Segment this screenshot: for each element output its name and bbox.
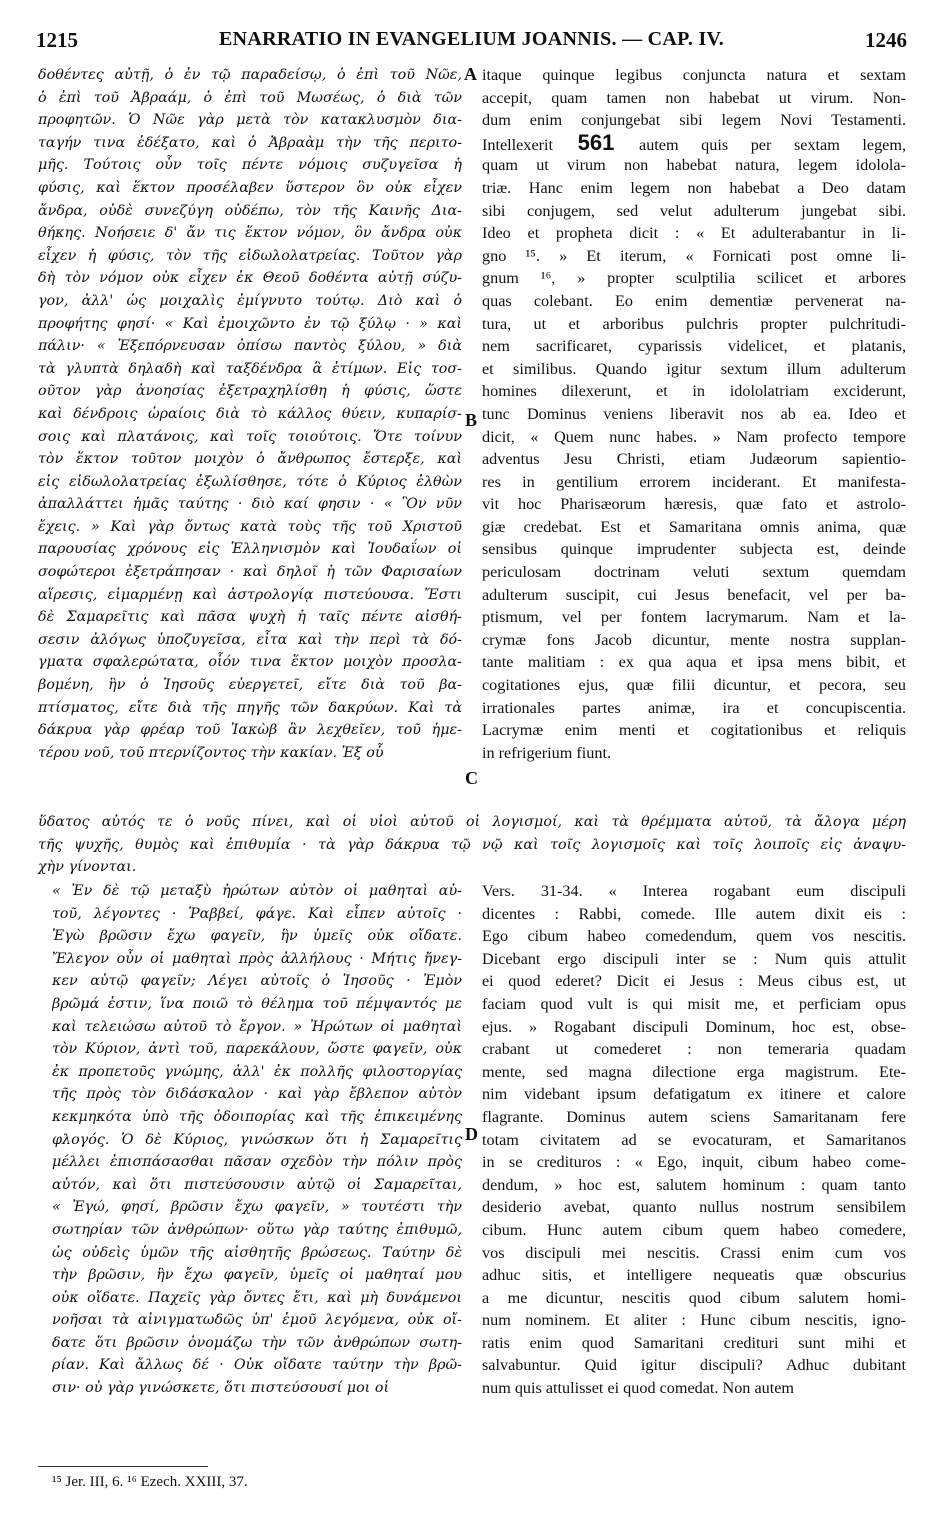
text-line: adhuc sitis, et intelligere nequeatis quæ obscurius xyxy=(482,1266,906,1285)
text-line: τὸν Κύριον, ἀντὶ τοῦ, παρεκάλουν, ὥστε φαγεῖν, οὐκ xyxy=(52,1041,462,1058)
text-line: ratis enim quod Samaritani credituri sunt mihi et xyxy=(482,1333,906,1352)
text-line: nem sacrificaret, cyparissis videlicet, et platanis, xyxy=(482,337,906,356)
text-line: κεκμηκότα ὑπὸ τῆς ὁδοιπορίας καὶ τῆς ἐπικειμένης xyxy=(52,1108,462,1125)
text-line: πάλιν· « Ἐξεπόρνευσαν ὀπίσω παντὸς ξύλου, » διὰ xyxy=(38,338,462,355)
text-line: crymæ fons Jacob dicuntur, mente nostra supplan- xyxy=(482,630,906,649)
section-marker-d: D xyxy=(465,1124,478,1144)
text-line: Ideo et propheta dicit : « Et adulterabantur in li- xyxy=(482,224,906,243)
text-line: ὡς οὐδεὶς ὑμῶν τῆς αἰσθητῆς βρώσεως. Ταύτην δὲ xyxy=(52,1244,462,1261)
text-line: ἀπαλλάττει ἡμᾶς ταύτης · διὸ καί φησιν · « Ὃν νῦν xyxy=(38,496,462,513)
greek-column-bottom xyxy=(52,880,462,1400)
text-line: num quis attulisset ei quod comedat. Non autem xyxy=(482,1379,795,1398)
text-line: tante malitiam : ex qua aqua et ipsa mens bibit, et xyxy=(482,653,906,672)
text-line: σοις καὶ πλατάνοις, καὶ τοῖς τοιούτοις. Ὅτε τοίνυν xyxy=(38,428,462,445)
text-line: τὴν βρῶσιν, ἣν ἔχω φαγεῖν, ὑμεῖς οἱ μαθηταί μου xyxy=(52,1267,462,1284)
text-line: desiderio avebat, quanto nullus nostrum sensibilem xyxy=(482,1198,906,1217)
page-number-right: 1246 xyxy=(865,28,907,52)
text-line: salvabuntur. Quid igitur discipuli? Adhuc dubitant xyxy=(482,1356,906,1375)
text-line: ἄνδρα, οὐδὲ συνεζύγη οὐδέπω, τὸν τῆς Καινῆς Δια- xyxy=(38,202,462,219)
text-line: sibi conjugem, sed velut adulterum jungebat sibi. xyxy=(482,201,906,220)
text-line: Dicebant ergo discipuli inter se : Num quis attulit xyxy=(482,949,906,968)
text-line: quas colebant. Eo enim dementiæ pervenerat na- xyxy=(482,291,906,310)
text-line xyxy=(482,132,906,155)
text-line: ὁ ἐπὶ τοῦ Ἀβραάμ, ὁ ἐπὶ τοῦ Μωσέως, ὁ διὰ τῶν xyxy=(38,89,462,106)
text-line: τέρου νοῦ, τοῦ πτερνίζοντος τὴν κακίαν. Ἐξ οὗ xyxy=(38,744,384,761)
text-line: vos discipuli mei nescitis. Crassi enim cum vos xyxy=(482,1243,906,1262)
text-line: nim videbant ipsum defatigatum ex itinere et calore xyxy=(482,1085,906,1104)
text-line: προφήτης φησί· « Καὶ ἐμοιχῶντο ἐν τῷ ξύλῳ · » καὶ xyxy=(38,315,462,332)
page-number-left: 1215 xyxy=(36,28,78,52)
text-line: vit hoc Pharisæorum hæresis, quæ fato et astrolo- xyxy=(482,495,906,514)
text-line: itaque quinque legibus conjuncta natura et sextam xyxy=(482,66,906,84)
text-line: καὶ δένδροις ὡραίοις διὰ τὸ κάλλος θύειν, κυπαρίσ- xyxy=(38,405,462,422)
text-line: φλογός. Ὁ δὲ Κύριος, γινώσκων ὅτι ἡ Σαμαρεῖτις xyxy=(52,1131,462,1148)
text-line: res in gentilium errorem inciderant. Et manifesta- xyxy=(482,472,906,491)
text-line: gno ¹⁵. » Et iterum, « Fornicati post omne li- xyxy=(482,246,906,265)
text-line: ρίαν. Καὶ ἄλλως δέ · Οὐκ οἴδατε ταύτην τὴν βρῶ- xyxy=(52,1357,462,1374)
text-line: ὕδατος αὐτός τε ὁ νοῦς πίνει, καὶ οἱ υἱοὶ αὐτοῦ οἱ λογισμοί, καὶ τὰ θρέμματα αὐτοῦ, τὰ ἄλογα μέρη xyxy=(38,814,906,830)
text-line: cibum. Hunc autem cibum quem habeo comedere, xyxy=(482,1220,906,1239)
text-line: et similibus. Quando igitur sextum illum adulterum xyxy=(482,359,906,378)
text-line: αὐτόν, καὶ ὅτι πιστεύσουσιν αὐτῷ οἱ Σαμαρεῖται, xyxy=(52,1176,462,1193)
latin-column-top xyxy=(482,64,906,764)
text-line: χὴν γίνονται. xyxy=(38,859,137,876)
text-line: οὐκ οἴδατε. Παχεῖς γὰρ ὄντες ἔτι, καὶ μὴ δυνάμενοι xyxy=(52,1289,462,1306)
text-line: Ἐγὼ βρῶσιν ἔχω φαγεῖν, ἣν ὑμεῖς οὐκ οἴδατε. xyxy=(52,928,462,945)
text-line: ejus. » Rogabant discipuli Dominum, hoc est, obse- xyxy=(482,1017,906,1036)
text-line: sensibus quinque imprudenter subjecta est, deinde xyxy=(482,540,906,559)
text-line: Ἔλεγον οὖν οἱ μαθηταὶ πρὸς ἀλλήλους · Μήτις ἤνεγ- xyxy=(52,950,462,967)
text-line: θήκης. Νοήσειε δ' ἄν τις ἕκτον νόμον, ὃν ἄνδρα οὐκ xyxy=(38,225,462,242)
greek-column-top xyxy=(38,64,462,764)
text-line: « Ἐγώ, φησί, βρῶσιν ἔχω φαγεῖν, » τουτέστι τὴν xyxy=(52,1199,462,1216)
running-title: ENARRATIO IN EVANGELIUM JOANNIS. — CAP. IV. xyxy=(218,28,725,50)
text-line: totam civitatem ad se evocaturam, et Samaritanos xyxy=(482,1130,906,1149)
text-line: δὲ Σαμαρεῖτις καὶ πᾶσα ψυχὴ ἡ ταῖς πέντε αἰσθή- xyxy=(38,609,462,626)
text-line: τὰ γλυπτὰ δηλαδὴ καὶ ταξδένδρα ἃ ἐτίμων. Εἰς τοσ- xyxy=(38,360,462,377)
text-line: ἔχεις. » Καὶ γὰρ ὄντως κατὰ τοὺς τῆς τοῦ Χριστοῦ xyxy=(38,518,462,535)
text-line: dicit, « Quem nunc habes. » Nam profecto tempore xyxy=(482,427,906,446)
text-line: σοφώτεροι ἐξετράπησαν · καὶ δηλοῖ ἡ τῶν Φαρισαίων xyxy=(38,564,462,581)
text-line: τῆς ψυχῆς, θυμὸς καὶ ἐπιθυμία · τὰ γὰρ δάκρυα τῷ νῷ καὶ τοῖς λογισμοῖς καὶ τοῖς λοιποῖς εἰς ἀναψυ- xyxy=(38,836,906,853)
text-line: Lacrymæ enim menti et cogitationibus et reliquis xyxy=(482,721,906,740)
running-header xyxy=(0,28,943,58)
text-line: crabant ut comederet : non temeraria quadam xyxy=(482,1040,906,1059)
text-line: δάκρυα γὰρ φρέαρ τοῦ Ἰακὼβ ἂν λεχθεῖεν, τοῦ ἡμε- xyxy=(38,722,462,739)
text-line: οῦτον γὰρ ἀνοησίας ἐξετραχηλίσθη ἡ φύσις, ὥστε xyxy=(38,383,462,400)
text-line: flagrante. Dominus autem sciens Samaritanam fere xyxy=(482,1107,906,1126)
text-line: faciam quod vult is qui misit me, et perficiam opus xyxy=(482,994,906,1013)
text-line: δοθέντες αὐτῇ, ὁ ἐν τῷ παραδείσῳ, ὁ ἐπὶ τοῦ Νῶε, xyxy=(38,67,462,83)
text-line: σιν· οὐ γὰρ γινώσκετε, ὅτι πιστεύσουσί μοι οἱ xyxy=(52,1380,390,1397)
text-line: παρουσίας χρόνους εἰς Ἑλληνισμὸν καὶ Ἰουδαΐων οἱ xyxy=(38,541,462,558)
text-line: irrationales partes animæ, ira et concupiscentia. xyxy=(482,698,906,717)
text-line: γματα σφαλερώτατα, οἷόν τινα ἕκτον μοιχὸν προσλα- xyxy=(38,654,462,671)
text-line: δὴ τὸν νόμον οὐκ εἶχεν ἐκ Θεοῦ δοθέντα αὐτῇ σύζυ- xyxy=(38,270,462,287)
text-line: num nominem. Et aliter : Hunc cibum nescitis, igno- xyxy=(482,1311,906,1330)
text-line: μῆς. Τούτοις οὖν τοῖς πέντε νόμοις συζυγεῖσα ἡ xyxy=(38,157,462,174)
text-line: periculosam doctrinam veluti sextum quemdam xyxy=(482,563,906,582)
text-line: homines dilexerunt, et in idololatriam exciderunt, xyxy=(482,382,906,401)
text-line: Vers. 31-34. « Interea rogabant eum discipuli xyxy=(482,882,906,900)
text-line: σεσιν ἀλόγως ὑποζυγεῖσα, εἶτα καὶ τὴν περὶ τὰ δό- xyxy=(38,631,462,648)
section-marker-b: B xyxy=(465,410,478,430)
greek-full-width xyxy=(38,811,906,879)
text-line: cogitationes ejus, quæ filii dicuntur, et pecora, seu xyxy=(482,676,906,695)
text-line: tunc Dominus veniens liberavit nos ab ea. Ideo et xyxy=(482,404,906,423)
text-line: βομένη, ἣν ὁ Ἰησοῦς εὐεργετεῖ, εἴτε διὰ τοῦ βα- xyxy=(38,677,462,694)
text-line: τὸν ἕκτον τοῦτον μοιχὸν ὁ ἄνθρωπος ἔστερξε, καὶ xyxy=(38,451,462,468)
text-line: κεν αὐτῷ φαγεῖν; Λέγει αὐτοῖς ὁ Ἰησοῦς · Ἐμὸν xyxy=(52,973,462,990)
section-marker-a: A xyxy=(464,64,477,84)
text-line: καὶ τελειώσω αὐτοῦ τὸ ἔργον. » Ἠρώτων οἱ μαθηταὶ xyxy=(52,1018,462,1035)
column-number: 561 xyxy=(553,131,640,155)
text-line: γον, ἀλλ' ὡς μοιχαλὶς ἐμίγνυτο τούτῳ. Διὸ καὶ ὁ xyxy=(38,292,462,309)
text-line: quam ut virum non habebat natura, legem idolola- xyxy=(482,156,906,175)
text-line: Ego cibum habeo comedendum, quem vos nescitis. xyxy=(482,927,906,946)
text-line: εἶχεν ἡ φύσις, τὸν τῆς εἰδωλολατρείας. Τοῦτον γὰρ xyxy=(38,247,462,264)
text-line: dicentes : Rabbi, comede. Ille autem dixit eis : xyxy=(482,904,906,923)
text-line: ἐκ προπετοῦς γνώμης, ἀλλ' ἐκ πολλῆς φιλοστοργίας xyxy=(52,1063,462,1080)
text-line: giæ credebat. Est et Samaritana omnis anima, quæ xyxy=(482,517,906,536)
text-line: τοῦ, λέγοντες · Ῥαββεί, φάγε. Καὶ εἶπεν αὐτοῖς · xyxy=(52,905,462,922)
text-line: δατε ὅτι βρῶσιν ὀνομάζω τὴν τῶν ἀνθρώπων σωτη- xyxy=(52,1334,462,1351)
text-line: dum enim conjungebat sibi legem Novi Testamenti. xyxy=(482,111,906,130)
text-line: ταγήν τινα ἐδέξατο, καὶ ὁ Ἀβραὰμ τὴν τῆς περιτο- xyxy=(38,134,462,151)
footnote-rule xyxy=(38,1466,208,1467)
text-fragment: autem quis per sextam legem, xyxy=(639,135,906,154)
text-line: in refrigerium fiunt. xyxy=(482,743,612,762)
text-line: ptismum, vel per fontem lacrymarum. Nam et la- xyxy=(482,608,906,627)
text-line: βρῶμά ἐστιν, ἵνα ποιῶ τὸ θέλημα τοῦ πέμψαντός με xyxy=(52,995,462,1012)
text-line: « Ἐν δὲ τῷ μεταξὺ ἠρώτων αὐτὸν οἱ μαθηταὶ αὐ- xyxy=(52,883,462,899)
text-line: in se credituros : « Ego, inquit, cibum habeo come- xyxy=(482,1153,906,1172)
text-line: προφητῶν. Ὁ Νῶε γὰρ μετὰ τὸν κατακλυσμὸν δια- xyxy=(38,112,462,129)
text-line: triæ. Hanc enim legem non habebat a Deo datam xyxy=(482,178,906,197)
text-line: φύσις, καὶ ἕκτον προσέλαβεν ὕστερον ὃν οὐκ εἶχεν xyxy=(38,179,462,196)
text-line: τῆς πρὸς τὸν διδάσκαλον · καὶ γὰρ ἔβλεπον αὐτὸν xyxy=(52,1086,462,1103)
text-line: tura, ut et arboribus pulchris propter pulchritudi- xyxy=(482,314,906,333)
text-line: σωτηρίαν τῶν ἀνθρώπων· οὕτω γὰρ ταύτης ἐπιθυμῶ, xyxy=(52,1221,462,1238)
text-line: a me dicuntur, nescitis quod cibum salutem homi- xyxy=(482,1288,906,1307)
text-line: ei quod ederet? Dicit ei Jesus : Meus cibus est, ut xyxy=(482,972,906,991)
text-line: εἰς εἰδωλολατρείας ἐξωλίσθησε, τότε ὁ Κύριος ἐλθὼν xyxy=(38,473,462,490)
text-line: αἵρεσις, εἱμαρμένῃ καὶ ἀστρολογίᾳ πιστεύουσα. Ἔστι xyxy=(38,586,462,603)
section-marker-c: C xyxy=(465,768,478,788)
text-line: πτίσματος, εἴτε διὰ τῆς πηγῆς τῶν δακρύων. Καὶ τὰ xyxy=(38,699,462,716)
text-line: adulterum suscipit, cui Jesus benefacit, vel per ba- xyxy=(482,585,906,604)
text-line: adventus Jesu Christi, etiam Judæorum sapientio- xyxy=(482,450,906,469)
text-line: νοῆσαι τὰ αἰνιγματωδῶς ὑπ' ἐμοῦ λεγόμενα, οὐκ οἴ- xyxy=(52,1312,462,1329)
text-line: μέλλει ἐπισπάσασθαι πᾶσαν σχεδὸν τὴν πόλιν πρὸς xyxy=(52,1154,462,1171)
text-line: dendum, » hoc est, salutem hominum : quam tanto xyxy=(482,1175,906,1194)
footnotes: ¹⁵ Jer. III, 6. ¹⁶ Ezech. XXIII, 37. xyxy=(52,1474,248,1490)
text-line: gnum ¹⁶, » propter sculptilia scilicet et arbores xyxy=(482,269,906,288)
latin-column-bottom xyxy=(482,880,906,1400)
text-line: accepit, quam tamen non habebat ut virum. Non- xyxy=(482,88,906,107)
text-line: mente, sed magna dilectione erga magistrum. Ete- xyxy=(482,1062,906,1081)
text-fragment: Intellexerit xyxy=(482,135,554,154)
